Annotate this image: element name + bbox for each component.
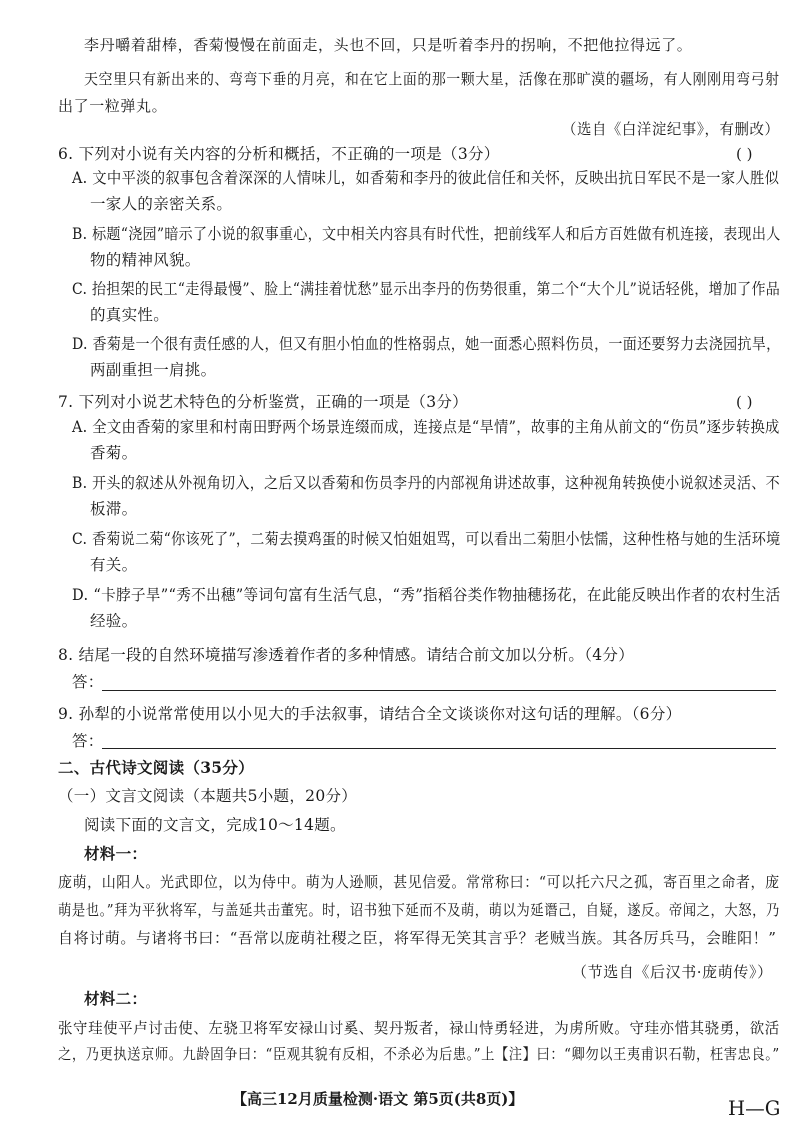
question-9-answer-line[interactable]: [102, 748, 776, 749]
question-6-stem: 6. 下列对小说有关内容的分析和概括，不正确的一项是（3分）: [58, 145, 500, 163]
q6-option-c-line-2: 的真实性。: [90, 306, 170, 324]
question-8-answer-label: 答：: [72, 673, 104, 691]
q7-option-a-line-1: A. 全文由香菊的家里和村南田野两个场景连缀而成，连接点是“旱情”，故事的主角从前文的“伤员”逐步转换成: [72, 418, 780, 436]
section-2-instruction: 阅读下面的文言文，完成10～14题。: [84, 816, 346, 834]
material-1-source: （节选自《后汉书·庞萌传》）: [572, 963, 773, 981]
question-6-answer-bracket[interactable]: ( ): [736, 145, 753, 163]
q6-option-d-line-2: 两副重担一肩挑。: [90, 361, 217, 379]
q6-option-c-line-1: C. 抬担架的民工“走得最慢”、脸上“满挂着忧愁”显示出李丹的伤势很重，第二个“大个儿”说话轻佻，增加了作品: [72, 280, 781, 298]
material-1-label: 材料一：: [84, 844, 148, 863]
question-7-stem: 7. 下列对小说艺术特色的分析鉴赏，正确的一项是（3分）: [58, 393, 468, 411]
q6-option-d-line-1: D. 香菊是一个很有责任感的人，但又有胆小怕血的性格弱点，她一面悉心照料伤员，一面还要努力去浇园抗旱，: [72, 335, 781, 353]
story-paragraph-2-line-2: 出了一粒弹丸。: [58, 97, 168, 115]
question-7-answer-bracket[interactable]: ( ): [736, 393, 753, 411]
q7-option-a-line-2: 香菊。: [90, 444, 138, 462]
paper-code: H—G: [728, 1096, 781, 1120]
material-1-line-3: 自将讨萌。与诸将书曰：“吾常以庞萌社稷之臣，将军得无笑其言乎？老贼当族。其各厉兵马，会睢阳！”: [58, 929, 777, 947]
story-paragraph-2-line-1: 天空里只有新出来的、弯弯下垂的月亮，和在它上面的那一颗大星，活像在那旷漠的疆场，有人刚刚用弯弓射: [84, 70, 780, 88]
material-2-label: 材料二：: [84, 989, 148, 1008]
material-1-line-2: 萌是也。”拜为平狄将军，与盖延共击董宪。时，诏书独下延而不及萌，萌以为延谮己，自疑，遂反。帝闻之，大怒，乃: [58, 901, 780, 919]
material-1-line-1: 庞萌，山阳人。光武即位，以为侍中。萌为人逊顺，甚见信爱。常常称曰：“可以托六尺之孤，寄百里之命者，庞: [58, 873, 780, 891]
page-footer: 【高三12月质量检测·语文 第5页(共8页)】: [232, 1090, 524, 1108]
q7-option-d-line-1: D. “卡脖子旱”“秀不出穗”等词句富有生活气息，“秀”指稻谷类作物抽穗扬花，在此能反映出作者的农村生活: [72, 586, 781, 604]
q7-option-c-line-2: 有关。: [90, 556, 138, 574]
q6-option-b-line-1: B. 标题“浇园”暗示了小说的叙事重心，文中相关内容具有时代性，把前线军人和后方百姓做有机连接，表现出人: [72, 225, 781, 243]
q7-option-b-line-1: B. 开头的叙述从外视角切入，之后又以香菊和伤员李丹的内部视角讲述故事，这种视角转换使小说叙述灵活、不: [72, 474, 780, 492]
q6-option-b-line-2: 物的精神风貌。: [90, 251, 201, 269]
q7-option-d-line-2: 经验。: [90, 612, 138, 630]
material-2-line-1: 张守珪使平卢讨击使、左骁卫将军安禄山讨奚、契丹叛者，禄山恃勇轻进，为虏所败。守珪亦惜其骁勇，欲活: [58, 1019, 780, 1037]
story-paragraph-1: 李丹嚼着甜棒，香菊慢慢在前面走，头也不回，只是听着李丹的拐响，不把他拉得远了。: [84, 36, 693, 54]
q7-option-c-line-1: C. 香菊说二菊“你该死了”，二菊去摸鸡蛋的时候又怕姐姐骂，可以看出二菊胆小怯懦，这种性格与她的生活环境: [72, 530, 781, 548]
q7-option-b-line-2: 板滞。: [90, 500, 138, 518]
question-8-answer-line[interactable]: [102, 690, 776, 691]
story-source: （选自《白洋淀纪事》，有删改）: [562, 120, 780, 138]
section-2-title: 二、古代诗文阅读（35分）: [58, 758, 254, 777]
question-9-answer-label: 答：: [72, 732, 104, 750]
section-2-subtitle: （一）文言文阅读（本题共5小题，20分）: [58, 787, 358, 805]
material-2-line-2: 之，乃更执送京师。九龄固争曰：“臣观其貌有反相，不杀必为后患。”上【注】曰：“卿勿以王夷甫识石勒，枉害忠良。”: [58, 1045, 780, 1063]
q6-option-a-line-1: A. 文中平淡的叙事包含着深深的人情味儿，如香菊和李丹的彼此信任和关怀，反映出抗日军民不是一家人胜似: [72, 169, 780, 187]
q6-option-a-line-2: 一家人的亲密关系。: [90, 195, 233, 213]
question-9-stem: 9. 孙犁的小说常常使用以小见大的手法叙事，请结合全文谈谈你对这句话的理解。（6分）: [58, 705, 682, 723]
question-8-stem: 8. 结尾一段的自然环境描写渗透着作者的多种情感。请结合前文加以分析。（4分）: [58, 646, 635, 664]
